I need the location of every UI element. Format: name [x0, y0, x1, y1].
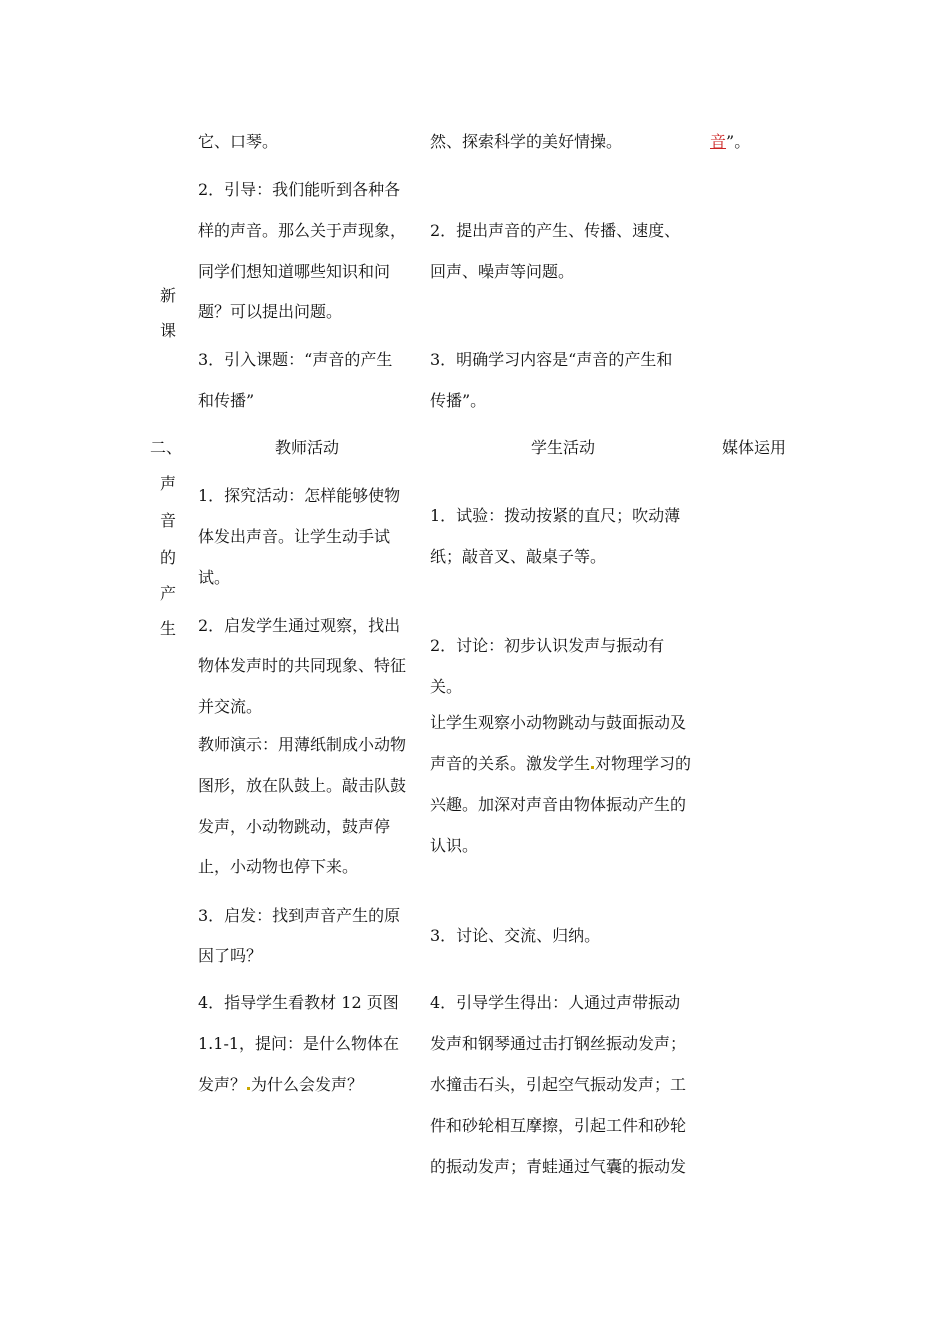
student-text-top: 然、探索科学的美好情操。: [430, 132, 623, 151]
header-student-activity: 学生活动: [531, 438, 596, 457]
section1-label-char: 新: [159, 286, 176, 305]
section1-teacher-line: 2．引导：我们能听到各种各: [198, 180, 401, 199]
yellow-mark-icon: [591, 766, 594, 769]
section2-student-line: 1．试验：拨动按紧的直尺；吹动薄: [430, 506, 681, 525]
section2-number: 二、: [150, 438, 183, 457]
section1-teacher-line: 和传播”: [198, 391, 255, 410]
section2-teacher-line: [198, 1075, 363, 1095]
student-line-part2: 对物理学习的: [595, 754, 692, 773]
section1-teacher-line: 3．引入课题：“声音的产生: [198, 350, 393, 369]
section2-label-char: 声: [159, 474, 176, 493]
section2-teacher-line: 试。: [198, 568, 231, 587]
media-tail: ”。: [726, 132, 751, 151]
section2-label-char: 音: [159, 511, 176, 530]
section1-label-char: 课: [159, 321, 176, 340]
section2-teacher-line: 止，小动物也停下来。: [198, 857, 359, 876]
section2-teacher-line: 物体发声时的共同现象、特征: [198, 656, 407, 675]
section2-teacher-line: 发声，小动物跳动，鼓声停: [198, 817, 391, 836]
section2-student-line: 4．引导学生得出：人通过声带振动: [430, 993, 681, 1012]
section2-teacher-line: 2．启发学生通过观察，找出: [198, 616, 401, 635]
header-teacher-activity: 教师活动: [275, 438, 340, 457]
section2-teacher-line: 1．探究活动：怎样能够使物: [198, 486, 401, 505]
student-line-part1: 声音的关系。激发学生: [430, 754, 591, 773]
yellow-mark-icon: [247, 1087, 250, 1090]
section2-student-line: 认识。: [430, 836, 479, 855]
section2-teacher-line: 教师演示：用薄纸制成小动物: [198, 735, 407, 754]
section1-teacher-line: 题？可以提出问题。: [198, 302, 343, 321]
section2-student-line: 水撞击石头，引起空气振动发声；工: [430, 1075, 687, 1094]
section1-teacher-line: 样的声音。那么关于声现象，: [198, 221, 407, 240]
section2-student-line: 的振动发声；青蛙通过气囊的振动发: [430, 1157, 687, 1176]
section2-teacher-line: 并交流。: [198, 697, 263, 716]
section2-label-char: 的: [159, 548, 176, 567]
media-red-char: 音: [710, 132, 727, 151]
section1-student-line: 回声、噪声等问题。: [430, 262, 575, 281]
section1-student-line: 3．明确学习内容是“声音的产生和: [430, 350, 673, 369]
section2-student-line: 关。: [430, 677, 463, 696]
teacher-question-part1: 发声？: [198, 1075, 247, 1094]
section2-teacher-line: 1.1-1，提问：是什么物体在: [198, 1034, 400, 1053]
section1-student-line: 2．提出声音的产生、传播、速度、: [430, 221, 681, 240]
section2-student-line: 让学生观察小动物跳动与鼓面振动及: [430, 713, 687, 732]
teacher-question-part2: 为什么会发声？: [251, 1075, 364, 1094]
section2-student-line: 3．讨论、交流、归纳。: [430, 926, 601, 945]
section2-teacher-line: 3．启发：找到声音产生的原: [198, 906, 401, 925]
section1-teacher-line: 同学们想知道哪些知识和问: [198, 262, 391, 281]
section2-label-char: 产: [159, 584, 176, 603]
section2-teacher-line: 因了吗？: [198, 946, 263, 965]
section2-student-line: 2．讨论：初步认识发声与振动有: [430, 636, 665, 655]
section1-student-line: 传播”。: [430, 391, 487, 410]
section2-student-line: 纸；敲音叉、敲桌子等。: [430, 547, 607, 566]
teacher-text-top: 它、口琴。: [198, 132, 279, 151]
section2-teacher-line: 4．指导学生看教材 12 页图: [198, 993, 399, 1012]
section2-student-line: [430, 754, 691, 774]
section2-student-line: 件和砂轮相互摩擦，引起工件和砂轮: [430, 1116, 687, 1135]
section2-label-char: 生: [159, 619, 176, 638]
section2-teacher-line: 体发出声音。让学生动手试: [198, 527, 391, 546]
section2-teacher-line: 图形，放在队鼓上。敲击队鼓: [198, 776, 407, 795]
media-text-top: [710, 132, 750, 152]
header-media-use: 媒体运用: [722, 438, 787, 457]
section2-student-line: 发声和钢琴通过击打钢丝振动发声；: [430, 1034, 687, 1053]
section2-student-line: 兴趣。加深对声音由物体振动产生的: [430, 795, 687, 814]
